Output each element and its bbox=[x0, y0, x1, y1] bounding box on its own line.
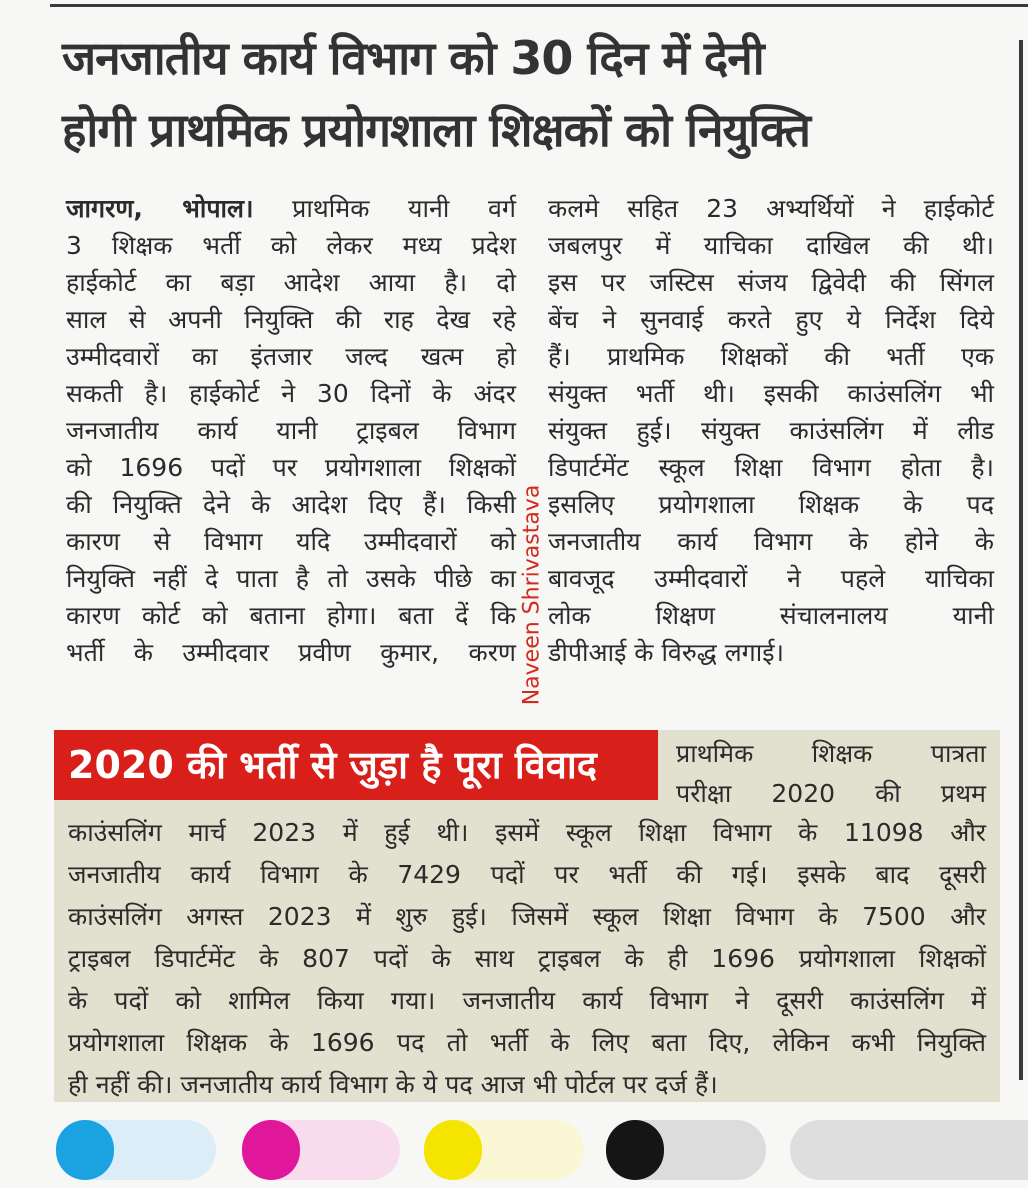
right-rule bbox=[1019, 40, 1023, 1080]
article-line: इस पर जस्टिस संजय द्विवेदी की सिंगल bbox=[548, 268, 994, 297]
subhead-banner bbox=[54, 730, 658, 800]
article-line: जनजातीय कार्य यानी ट्राइबल विभाग bbox=[66, 416, 516, 445]
article-line: इसलिए प्रयोगशाला शिक्षक के पद bbox=[548, 490, 994, 519]
magenta-dot bbox=[242, 1120, 300, 1180]
article-line: संयुक्त हुई। संयुक्त काउंसलिंग में लीड bbox=[548, 416, 994, 445]
cyan-swatch bbox=[56, 1120, 216, 1180]
article-line: साल से अपनी नियुक्ति की राह देख रहे bbox=[66, 305, 516, 334]
box-line: प्राथमिक शिक्षक पात्रता bbox=[676, 739, 986, 768]
box-line: ही नहीं की। जनजातीय कार्य विभाग के ये पद आज भी पोर्टल पर दर्ज हैं। bbox=[68, 1070, 718, 1099]
watermark-text: Naveen Shrivastava bbox=[519, 484, 545, 706]
article-line: डीपीआई के विरुद्ध लगाई। bbox=[548, 638, 784, 667]
top-rule bbox=[50, 4, 1028, 7]
box-line: प्रयोगशाला शिक्षक के 1696 पद तो भर्ती के लिए बता दिए, लेकिन कभी नियुक्ति bbox=[68, 1028, 986, 1057]
article-line: बेंच ने सुनवाई करते हुए ये निर्देश दिये bbox=[548, 305, 994, 334]
box-line: के पदों को शामिल किया गया। जनजातीय कार्य विभाग ने दूसरी काउंसलिंग में bbox=[68, 986, 986, 1015]
article-line: कारण से विभाग यदि उम्मीदवारों को bbox=[66, 527, 516, 556]
magenta-swatch bbox=[242, 1120, 400, 1180]
headline bbox=[62, 22, 1012, 166]
watermark bbox=[512, 460, 552, 730]
article-line: कारण कोर्ट को बताना होगा। बता दें कि bbox=[66, 601, 516, 630]
article-line bbox=[66, 190, 516, 227]
black-dot bbox=[606, 1120, 664, 1180]
article-line: संयुक्त भर्ती थी। इसकी काउंसलिंग भी bbox=[548, 379, 994, 408]
headline-line-1: जनजातीय कार्य विभाग को 30 दिन में देनी bbox=[62, 31, 764, 85]
headline-line-2: होगी प्राथमिक प्रयोगशाला शिक्षकों को नियुक्ति bbox=[62, 103, 810, 157]
article-line: कलमे सहित 23 अभ्यर्थियों ने हाईकोर्ट bbox=[548, 194, 994, 223]
box-line: जनजातीय कार्य विभाग के 7429 पदों पर भर्ती की गई। इसके बाद दूसरी bbox=[68, 860, 986, 889]
dateline: जागरण, भोपाल। bbox=[66, 194, 254, 223]
box-main-text bbox=[68, 812, 986, 1106]
article-line: सकती है। हाईकोर्ट ने 30 दिनों के अंदर bbox=[66, 379, 516, 408]
black-swatch bbox=[606, 1120, 766, 1180]
yellow-dot bbox=[424, 1120, 482, 1180]
article-line: हैं। प्राथमिक शिक्षकों की भर्ती एक bbox=[548, 342, 994, 371]
box-line: काउंसलिंग मार्च 2023 में हुई थी। इसमें स्कूल शिक्षा विभाग के 11098 और bbox=[68, 818, 986, 847]
cyan-dot bbox=[56, 1120, 114, 1180]
article-line: नियुक्ति नहीं दे पाता है तो उसके पीछे का bbox=[66, 564, 516, 593]
article-line: को 1696 पदों पर प्रयोगशाला शिक्षकों bbox=[66, 453, 516, 482]
article-line: जबलपुर में याचिका दाखिल की थी। bbox=[548, 231, 994, 260]
article-line: उम्मीदवारों का इंतजार जल्द खत्म हो bbox=[66, 342, 516, 371]
article-left-column bbox=[66, 190, 516, 671]
box-line: ट्राइबल डिपार्टमेंट के 807 पदों के साथ ट्राइबल के ही 1696 प्रयोगशाला शिक्षकों bbox=[68, 944, 986, 973]
article-line: की नियुक्ति देने के आदेश दिए हैं। किसी bbox=[66, 490, 516, 519]
article-right-column bbox=[548, 190, 994, 671]
article-line: बावजूद उम्मीदवारों ने पहले याचिका bbox=[548, 564, 994, 593]
box-line: काउंसलिंग अगस्त 2023 में शुरु हुई। जिसमें स्कूल शिक्षा विभाग के 7500 और bbox=[68, 902, 986, 931]
article-line: जनजातीय कार्य विभाग के होने के bbox=[548, 527, 994, 556]
box-side-text bbox=[676, 734, 986, 814]
article-line: भर्ती के उम्मीदवार प्रवीण कुमार, करण bbox=[66, 638, 516, 667]
gray-swatch bbox=[790, 1120, 1028, 1180]
article-line: लोक शिक्षण संचालनालय यानी bbox=[548, 601, 994, 630]
article-line: 3 शिक्षक भर्ती को लेकर मध्य प्रदेश bbox=[66, 231, 516, 260]
article-line: हाईकोर्ट का बड़ा आदेश आया है। दो bbox=[66, 268, 516, 297]
box-line: परीक्षा 2020 की प्रथम bbox=[676, 779, 986, 808]
subhead-text: 2020 की भर्ती से जुड़ा है पूरा विवाद bbox=[68, 743, 597, 787]
article-line-text: प्राथमिक यानी वर्ग bbox=[253, 194, 516, 223]
yellow-swatch bbox=[424, 1120, 584, 1180]
print-color-swatches bbox=[0, 1120, 1028, 1180]
article-line: डिपार्टमेंट स्कूल शिक्षा विभाग होता है। bbox=[548, 453, 994, 482]
